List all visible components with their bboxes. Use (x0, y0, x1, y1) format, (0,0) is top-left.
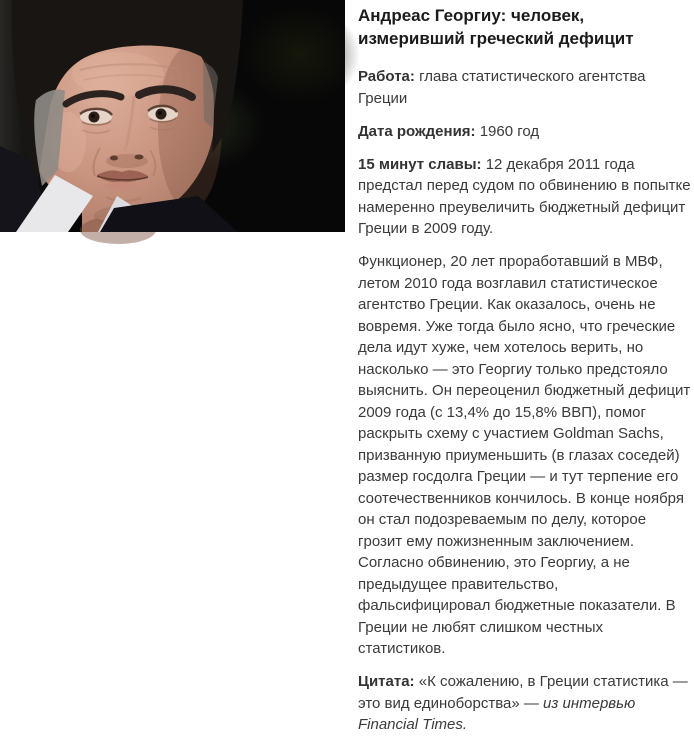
article-content (358, 0, 691, 736)
quote-text: «К сожалению, в Греции статистика — это вид единоборства» — (358, 673, 688, 712)
fact-fame-value: 12 декабря 2011 года предстал перед судом по обвинению в попытке намеренно преувеличить бюджетный дефицит Греции в 2009 году. (358, 155, 691, 237)
fact-birthdate (358, 121, 691, 143)
fact-birthdate-label: Дата рождения: (358, 122, 476, 140)
fact-job-label: Работа: (358, 68, 415, 85)
portrait-photo-image (0, 0, 345, 232)
fact-fame (358, 154, 691, 240)
fact-fame-label: 15 минут славы: (358, 155, 482, 173)
quote-source: из интервью Financial Times. (358, 694, 636, 733)
fact-birthdate-value: 1960 год (479, 122, 540, 140)
portrait-photo (0, 0, 345, 232)
quote-label: Цитата: (358, 673, 415, 690)
page-title: Андреас Георгиу: человек, измеривший греческий дефицит (358, 6, 634, 48)
fact-job-value: глава статистического агентства Греции (358, 68, 646, 107)
fact-job (358, 66, 691, 109)
quote-paragraph (358, 671, 691, 736)
article-body: Функционер, 20 лет проработавший в МВФ, летом 2010 года возглавил статистическое агентство Греции. Как оказалось, очень не вовремя. Уже тогда было ясно, что греческие дела идут хуже, чем хотелось верить, но насколько — это Георгиу только предстояло выяснить. Он переоценил бюджетный дефицит 2009 года (с 13,4% до 15,8% ВВП), помог раскрыть схему с участием Goldman Sachs, призванную приуменьшить (в глазах соседей) размер госдолга Греции — и тут терпение его соотечественников кончилось. В конце ноября он стал подозреваемым по делу, которое грозит ему пожизненным заключением. Согласно обвинению, это Георгиу, а не предыдущее правительство, фальсифицировал бюджетные показатели. В Греции не любят слишком честных статистиков. (358, 253, 691, 657)
